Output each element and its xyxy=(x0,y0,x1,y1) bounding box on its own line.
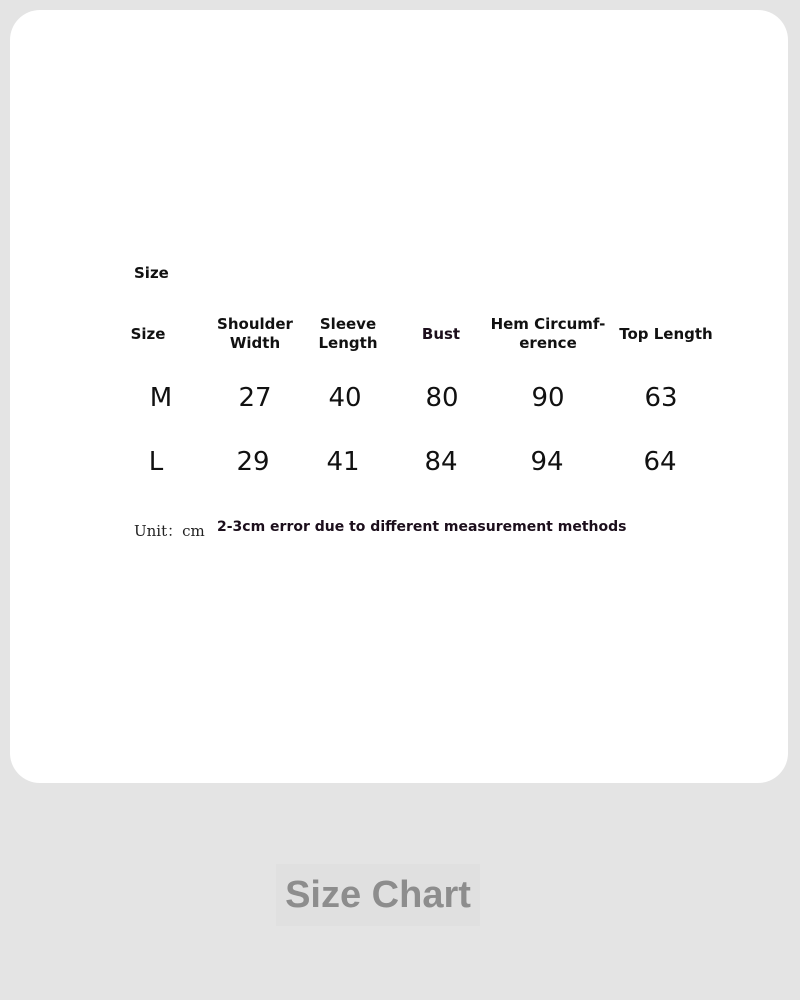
section-label: Size xyxy=(134,264,169,282)
row-l-bust: 84 xyxy=(424,447,458,477)
header-sleeve-length: Sleeve Length xyxy=(318,315,378,352)
row-l-top-length: 64 xyxy=(643,447,677,477)
measurement-note: 2-3cm error due to different measurement methods xyxy=(217,519,627,535)
header-bust: Bust xyxy=(421,325,461,343)
row-m-sleeve-length: 40 xyxy=(328,383,362,413)
header-shoulder-width: Shoulder Width xyxy=(217,315,293,352)
row-l-hem-circumference: 94 xyxy=(530,447,564,477)
row-l-sleeve-length: 41 xyxy=(326,447,360,477)
row-m-hem-circumference: 90 xyxy=(531,383,565,413)
row-l-shoulder-width: 29 xyxy=(236,447,270,477)
size-chart-caption: Size Chart xyxy=(276,864,480,926)
row-l-size: L xyxy=(148,447,164,477)
row-m-size: M xyxy=(149,383,173,413)
unit-label: Unit：cm xyxy=(134,522,205,540)
header-top-length: Top Length xyxy=(619,325,713,343)
row-m-top-length: 63 xyxy=(644,383,678,413)
row-m-shoulder-width: 27 xyxy=(238,383,272,413)
row-m-bust: 80 xyxy=(425,383,459,413)
header-size: Size xyxy=(130,325,166,343)
header-hem-circumference: Hem Circumf- erence xyxy=(490,315,606,352)
